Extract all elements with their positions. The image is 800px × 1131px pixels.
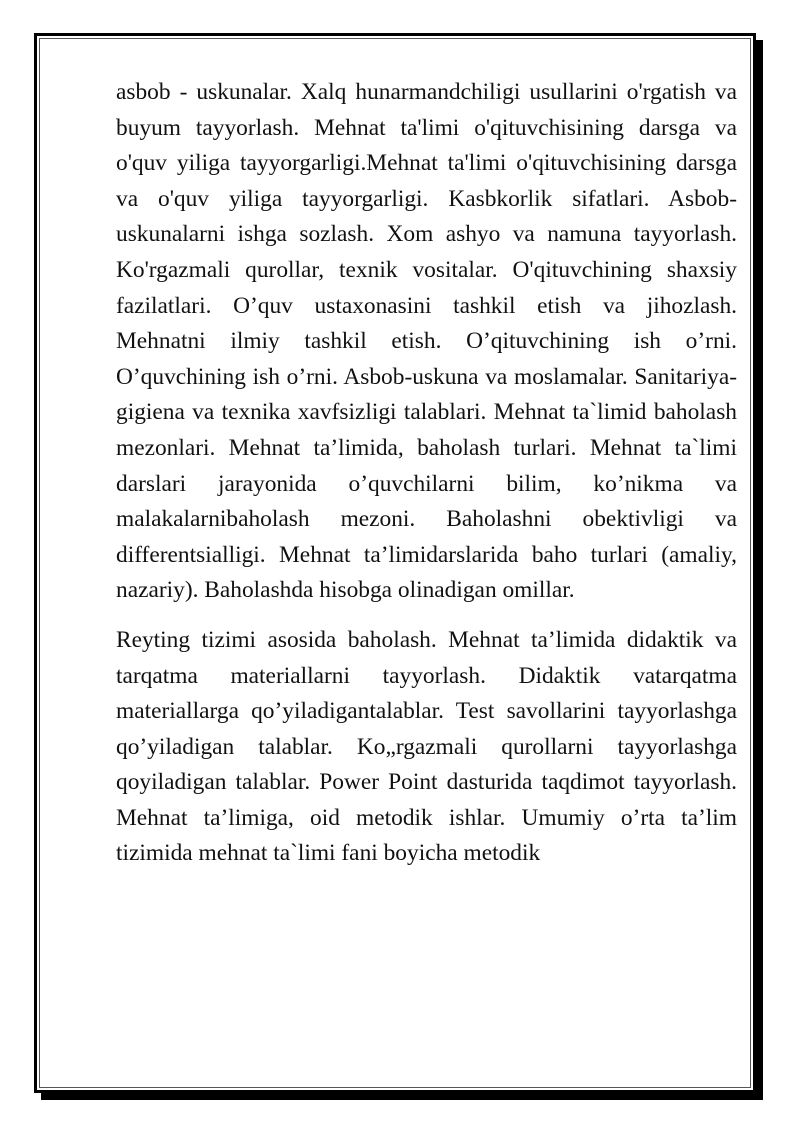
document-body	[116, 75, 737, 872]
paragraph-1: asbob - uskunalar. Xalq hunarmandchiligi usullarini o'rgatish va buyum tayyorlash. Mehnat ta'limi o'qituvchisining darsga va o'quv yiliga tayyorgarligi.Mehnat ta'limi o'qituvchisining darsga va o'quv yiliga tayyorgarligi. Kasbkorlik sifatlari. Asbob-uskunalarni ishga sozlash. Xom ashyo va namuna tayyorlash. Ko'rgazmali qurollar, texnik vositalar. O'qituvchining shaxsiy fazilatlari. O’quv ustaxonasini tashkil etish va jihozlash. Mehnatni ilmiy tashkil etish. O’qituvchining ish o’rni. O’quvchining ish o’rni. Asbob-uskuna va moslamalar. Sanitariya-gigiena va texnika xavfsizligi talablari. Mehnat ta`limid baholash mezonlari. Mehnat ta’limida, baholash turlari. Mehnat ta`limi darslari jarayonida o’quvchilarni bilim, ko’nikma va malakalarnibaholash mezoni. Baholashni obektivligi va differentsialligi. Mehnat ta’limidarslarida baho turlari (amaliy, nazariy). Baholashda hisobga olinadigan omillar.	[116, 79, 737, 604]
paragraph-2: Reyting tizimi asosida baholash. Mehnat ta’limida didaktik va tarqatma materiallarni tayyorlash. Didaktik vatarqatma materiallarga qo’yiladigantalablar. Test savollarini tayyorlashga qo’yiladigan talablar. Ko„rgazmali qurollarni tayyorlashga qoyiladigan talablar. Power Point dasturida taqdimot tayyorlash. Mehnat ta’limiga, oid metodik ishlar. Umumiy o’rta ta’lim tizimida mehnat ta`limi fani boyicha metodik	[116, 626, 737, 867]
